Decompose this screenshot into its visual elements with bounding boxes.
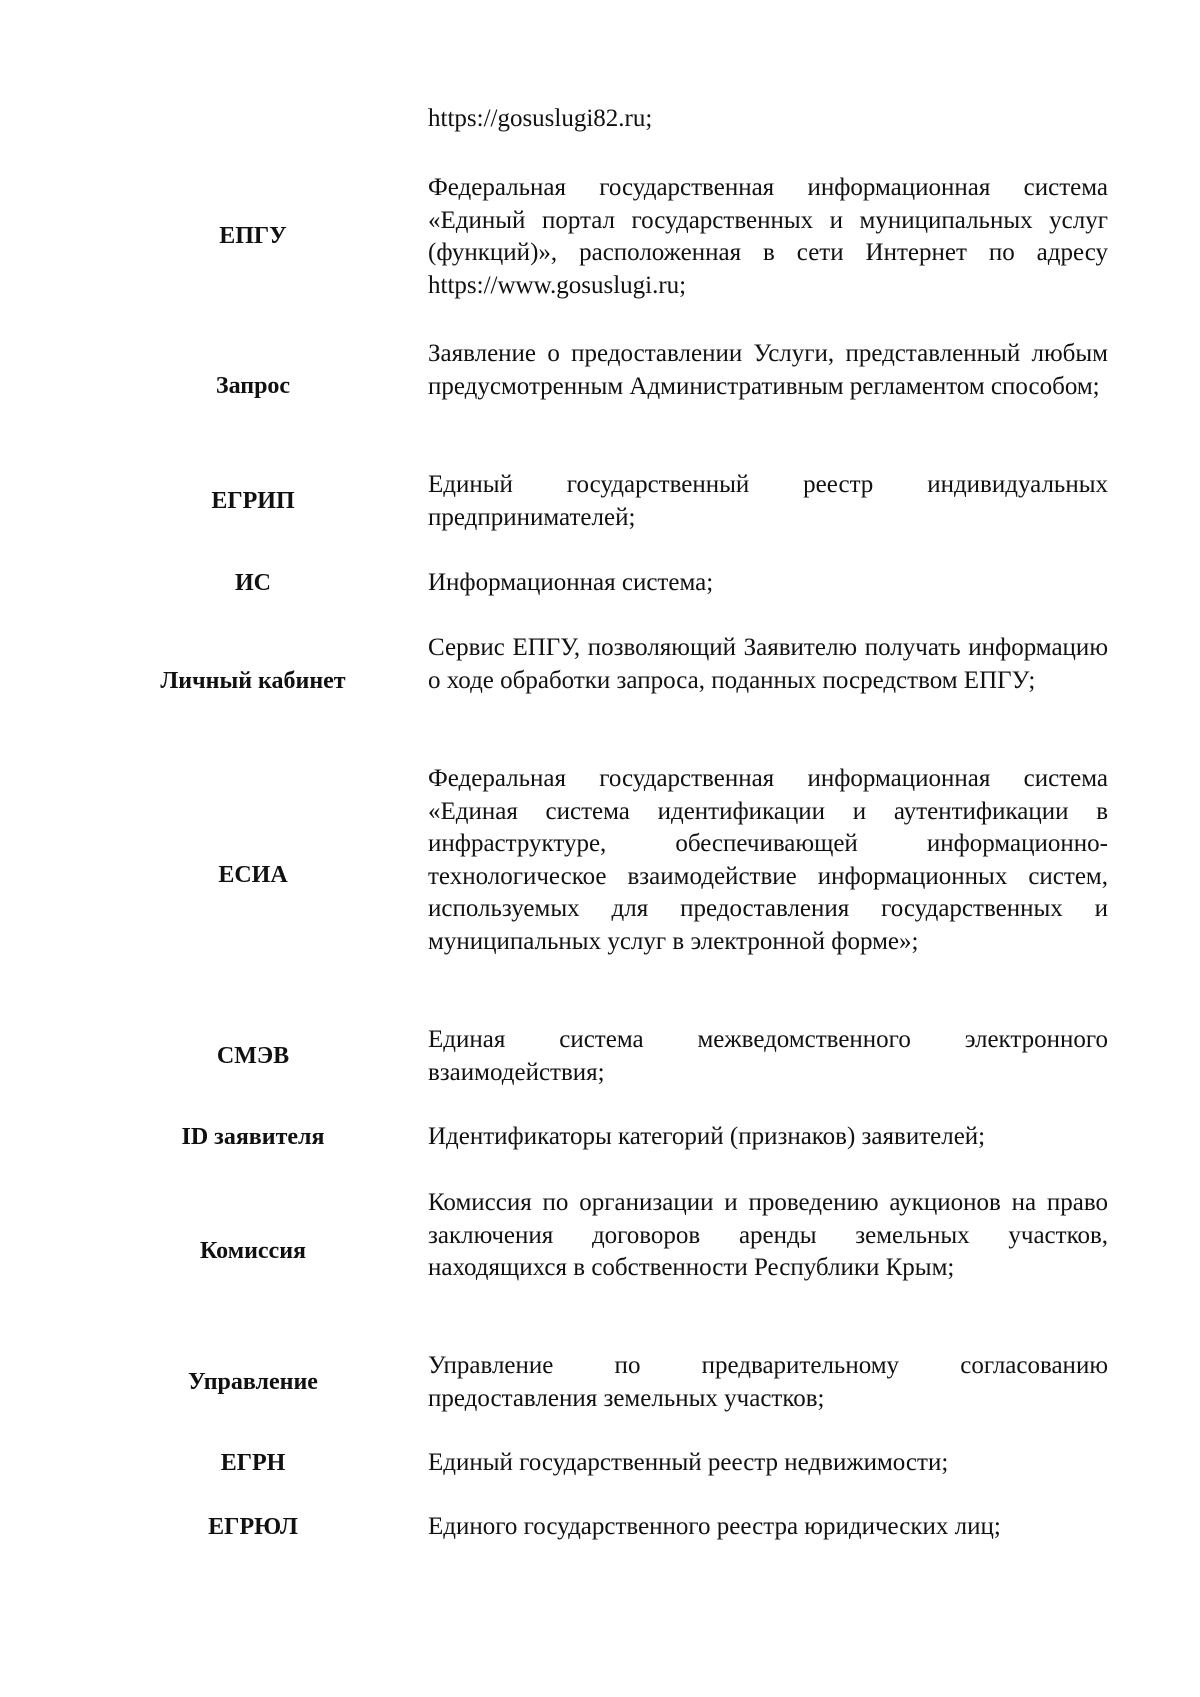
definition-is: Информационная система; <box>428 569 714 596</box>
term-request: Запрос <box>215 373 291 399</box>
term-commission: Комиссия <box>199 1238 307 1264</box>
term-department: Управление <box>188 1369 318 1395</box>
continued-url-line: https://gosuslugi82.ru; <box>428 105 653 132</box>
definition-personal-account: Сервис ЕПГУ, позволяющий Заявителю получать информацию о ходе обработки запроса, поданных посредством ЕПГУ; <box>428 634 1108 694</box>
term-esia: ЕСИА <box>218 862 288 888</box>
term-egrn: ЕГРН <box>220 1450 286 1476</box>
definition-egrip: Единый государственный реестр индивидуальных предпринимателей; <box>428 471 1108 531</box>
definition-department: Управление по предварительному согласованию предоставления земельных участков; <box>428 1352 1108 1412</box>
definition-commission: Комиссия по организации и проведению аукционов на право заключения договоров аренды земельных участков, находящихся в собственности Республики Крым; <box>428 1189 1108 1281</box>
definition-esia: Федеральная государственная информационная система «Единая система идентификации и аутентификации в инфраструктуре, обеспечивающей информационно-технологическое взаимодействие информационных систем, используемых для предоставления государственных и муниципальных услуг в электронной форме»; <box>428 765 1108 955</box>
term-is: ИС <box>235 570 271 596</box>
term-egrul: ЕГРЮЛ <box>208 1514 298 1540</box>
definition-egrn: Единый государственный реестр недвижимости; <box>428 1449 949 1476</box>
term-applicant-id: ID заявителя <box>181 1124 325 1150</box>
definition-egrul: Единого государственного реестра юридических лиц; <box>428 1513 1001 1540</box>
definition-epgu: Федеральная государственная информационная система «Единый портал государственных и муниципальных услуг (функций)», расположенная в сети Интернет по адресу https://www.gosuslugi.ru; <box>428 174 1108 299</box>
term-personal-account: Личный кабинет <box>160 668 346 694</box>
term-smev: СМЭВ <box>216 1043 290 1069</box>
term-epgu: ЕПГУ <box>219 223 287 249</box>
term-egrip: ЕГРИП <box>211 488 295 514</box>
definition-request: Заявление о предоставлении Услуги, представленный любым предусмотренным Административным регламентом способом; <box>428 340 1108 400</box>
definition-applicant-id: Идентификаторы категорий (признаков) заявителей; <box>428 1123 986 1150</box>
definition-smev: Единая система межведомственного электронного взаимодействия; <box>428 1026 1108 1086</box>
